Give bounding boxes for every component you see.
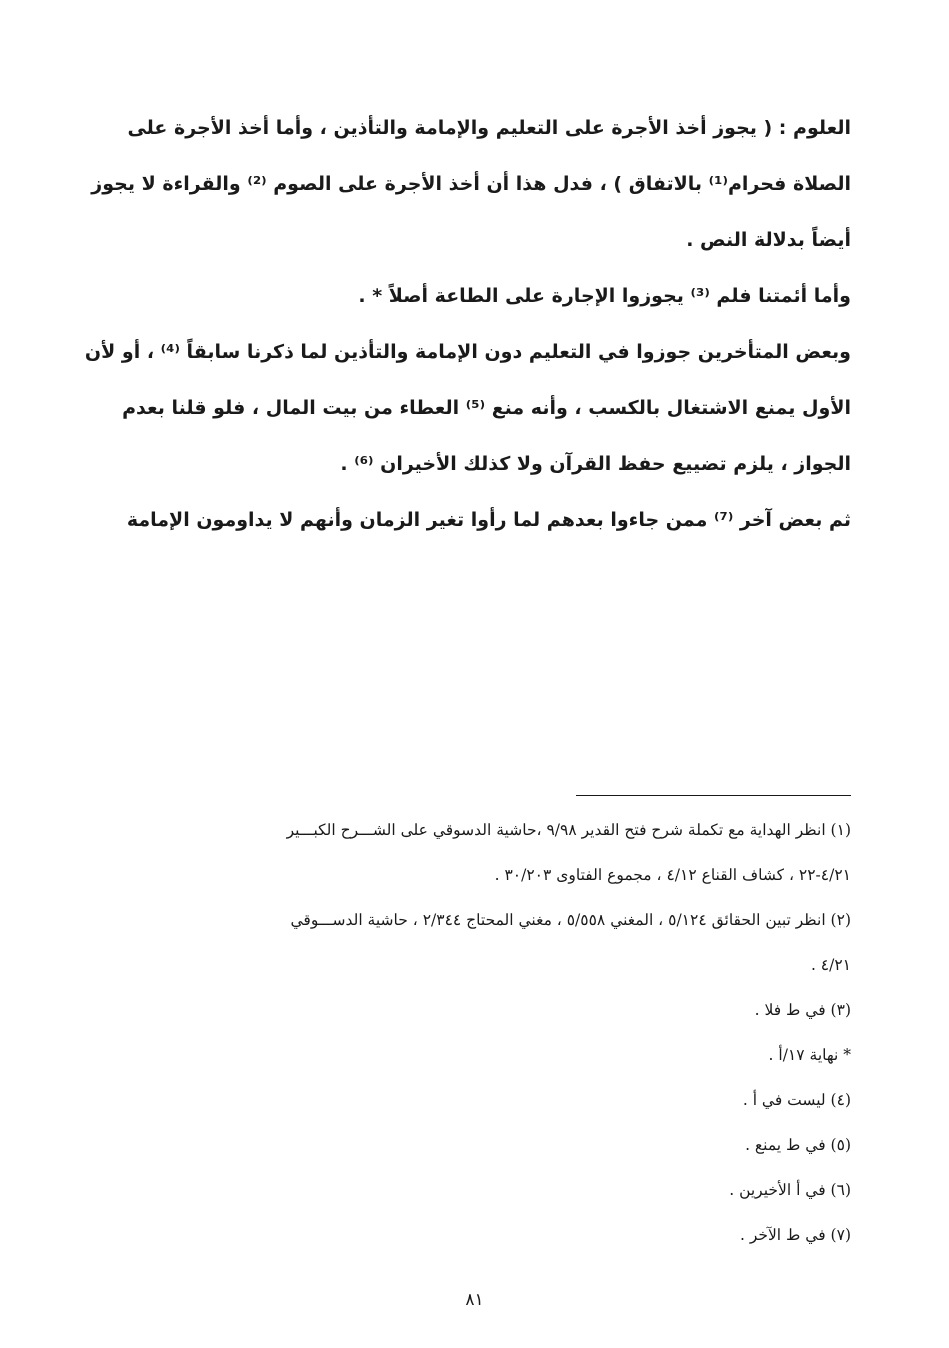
text-line-5: وبعض المتأخرين جوزوا في التعليم دون الإمامة والتأذين لما ذكرنا سابقاً ⁽⁴⁾ ، أو لأن — [84, 341, 851, 363]
text-line-1: العلوم : ( يجوز أخذ الأجرة على التعليم والإمامة والتأذين ، وأما أخذ الأجرة على — [127, 117, 851, 139]
footnote-2-line-1: (٢) انظر تبين الحقائق ٥/١٢٤ ، المغني ٥/٥٥٨ ، مغني المحتاج ٢/٣٤٤ ، حاشية الدســـوقي — [290, 911, 851, 929]
footnote-1-line-1: (١) انظر الهداية مع تكملة شرح فتح القدير ٩/٩٨ ،حاشية الدسوقي على الشـــرح الكبـــير — [286, 821, 851, 839]
footnote-5: (٥) في ط يمنع . — [745, 1136, 851, 1154]
footnote-4: (٤) ليست في أ . — [742, 1091, 851, 1109]
footnotes — [131, 808, 851, 1258]
text-line-7: الجواز ، يلزم تضييع حفظ القرآن ولا كذلك الأخيران ⁽⁶⁾ . — [340, 453, 851, 475]
main-text — [84, 100, 851, 548]
footnote-2-line-2: ٤/٢١ . — [810, 956, 851, 974]
text-line-3: أيضاً بدلالة النص . — [686, 229, 851, 251]
footnote-marker-star: * نهاية ١٧/أ . — [768, 1046, 851, 1064]
footnote-6: (٦) في أ الأخيرين . — [729, 1181, 851, 1199]
footnote-divider — [576, 795, 851, 796]
footnote-3: (٣) في ط فلا . — [754, 1001, 851, 1019]
footnote-7: (٧) في ط الآخر . — [739, 1226, 851, 1244]
text-line-8: ثم بعض آخر ⁽⁷⁾ ممن جاءوا بعدهم لما رأوا تغير الزمان وأنهم لا يداومون الإمامة — [126, 509, 851, 531]
footnote-1-line-2: ٤/٢١-٢٢ ، كشاف القناع ٤/١٢ ، مجموع الفتاوى ٣٠/٢٠٣ . — [494, 866, 851, 884]
text-line-4: وأما أئمتنا فلم ⁽³⁾ يجوزوا الإجارة على الطاعة أصلاً * . — [358, 285, 851, 307]
text-line-6: الأول يمنع الاشتغال بالكسب ، وأنه منع ⁽⁵⁾ العطاء من بيت المال ، فلو قلنا بعدم — [122, 397, 851, 419]
text-line-2: الصلاة فحرام⁽¹⁾ بالاتفاق ) ، فدل هذا أن أخذ الأجرة على الصوم ⁽²⁾ والقراءة لا يجوز — [91, 173, 851, 195]
page-number: ٨١ — [465, 1290, 484, 1310]
